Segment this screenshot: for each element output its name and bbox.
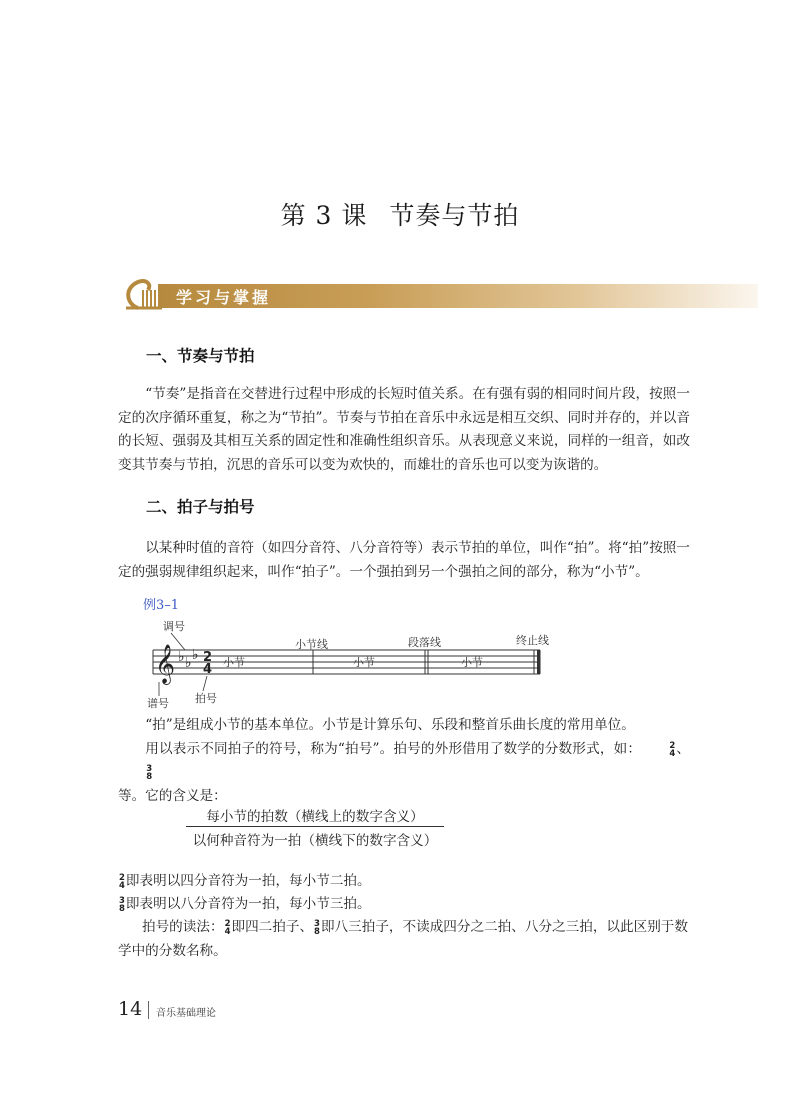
final-line-label: 终止线 [516, 634, 549, 647]
flat-icon: ♭ [185, 655, 192, 671]
time-sig-2-4: 2 4 [669, 740, 676, 759]
paragraph-text: 拍号的读法： 2 4 即四二拍子、 3 8 即八三拍子，不读成四分之二拍、八分之三拍，以此区别于数 [142, 918, 688, 937]
flat-icon: ♭ [178, 649, 185, 665]
key-signature-label: 调号 [163, 620, 185, 633]
time-sig-top: 2 [203, 650, 213, 665]
time-sig-3-8: 3 8 [119, 895, 125, 914]
paragraph-text: “拍”是组成小节的基本单位。小节是计算乐句、乐段和整首乐曲长度的常用单位。 [145, 717, 635, 733]
measure-label: 小节 [223, 656, 245, 669]
paragraph-text: 学中的分数名称。 [118, 942, 227, 959]
lesson-name: 节奏与节拍 [389, 201, 520, 230]
footer-divider [148, 1001, 149, 1019]
measure-label: 小节 [353, 656, 375, 669]
paragraph-time-signature [118, 738, 690, 809]
section-heading-rhythm: 一、节奏与节拍 [146, 347, 255, 365]
time-sig-bottom: 4 [203, 662, 213, 677]
banner-label: 学习与掌握 [176, 288, 272, 307]
fraction-denominator: 以何种音符为一拍（横线下的数字含义） [192, 833, 438, 849]
time-sig-3-8: 3 8 [146, 764, 153, 782]
time-signature-label: 拍号 [195, 692, 217, 705]
page-number: 14 [118, 998, 143, 1020]
staff-diagram [145, 616, 575, 716]
book-title: 音乐基础理论 [156, 1008, 216, 1019]
section-line-label: 段落线 [408, 636, 441, 649]
paragraph-rhythm [118, 383, 690, 477]
meaning-two-four: 2 4 即表明以四分音符为一拍，每小节二拍。 [119, 872, 371, 891]
fraction-numerator: 每小节的拍数（横线上的数字含义） [206, 809, 424, 825]
flat-icon: ♭ [192, 647, 199, 663]
time-sig-3-8: 3 8 [314, 918, 320, 937]
bar-line-label: 小节线 [295, 638, 328, 651]
example-label: 例3–1 [143, 598, 180, 613]
paragraph-text: “节奏”是指音在交替进行过程中形成的长短时值关系。在有强有弱的相同时间片段，按照一定的次序循环重复，称之为“节拍”。节奏与节拍在音乐中永远是相互交织、同时并存的，并以音的长短、强弱及其相互关系的固定性和准确性组织音乐。从表现意义来说，同样的一组音，如改变其节奏与节拍，沉思的音乐可以变为欢快的，而雄壮的音乐也可以变为诙谐的。 [118, 386, 690, 473]
section-heading-meter: 二、拍子与拍号 [146, 498, 255, 516]
paragraph-reading [118, 916, 690, 963]
fraction-line [186, 826, 444, 827]
lesson-number: 第 3 课 [280, 201, 368, 230]
staff-example [145, 616, 575, 716]
paragraph-beat [118, 714, 690, 738]
page-title [0, 196, 800, 232]
meaning-three-eight: 3 8 即表明以八分音符为一拍，每小节三拍。 [119, 895, 371, 914]
treble-clef-icon: 𝄞 [155, 644, 176, 684]
measure-label: 小节 [461, 656, 483, 669]
time-sig-2-4: 2 4 [224, 918, 231, 937]
paragraph-meter [118, 537, 690, 584]
paragraph-text: 用以表示不同拍子的符号，称为“拍号”。拍号的外形借用了数学的分数形式，如： 2 4 、 3 8 等。它的含义是： [118, 740, 690, 804]
paragraph-text: 以某种时值的音符（如四分音符、八分音符等）表示节拍的单位，叫作“拍”。将“拍”按照一定的强弱规律组织起来，叫作“拍子”。一个强拍到另一个强拍之间的部分，称为“小节”。 [118, 540, 690, 580]
section-banner [118, 276, 758, 310]
time-sig-2-4: 2 4 [119, 872, 125, 891]
clef-label: 谱号 [147, 697, 169, 710]
